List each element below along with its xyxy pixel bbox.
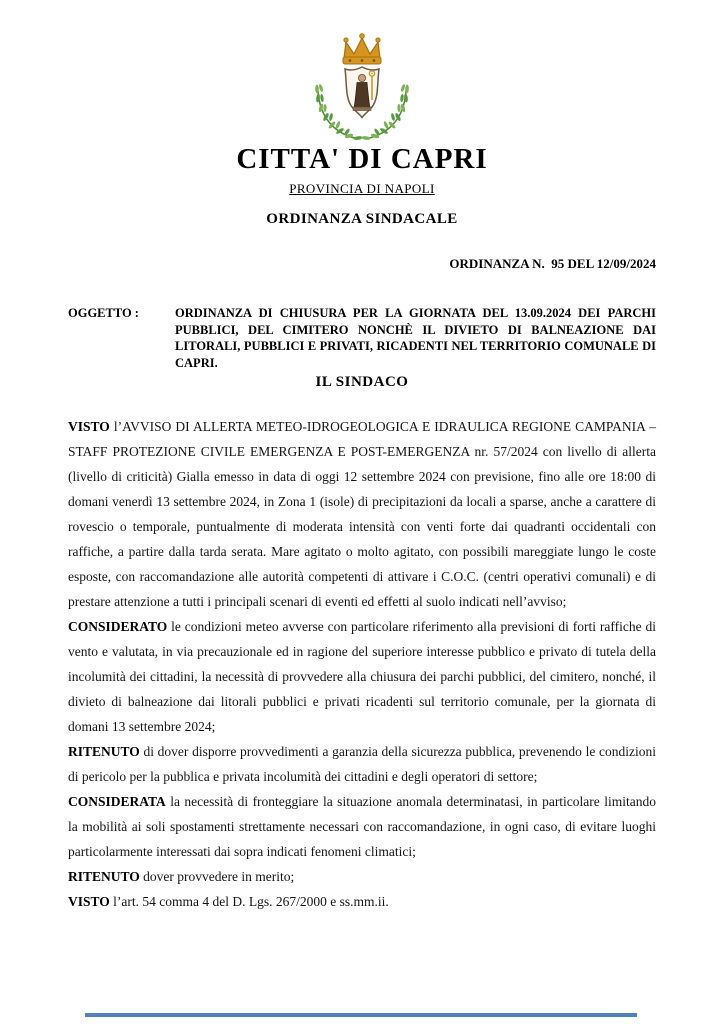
footer-rule xyxy=(85,1013,637,1017)
capri-coat-of-arms-icon xyxy=(302,30,422,146)
subject-block xyxy=(68,305,656,371)
paragraph-text: la necessità di fronteggiare la situazione anomala determinatasi, in particolare limitando la mobilità ai soli spostamenti strettamente necessari con raccomandazione, in ogni caso, di evitare luoghi particolarmente interessati dai sopra indicati fenomeni climatici; xyxy=(68,794,656,859)
paragraph-lead: CONSIDERATA xyxy=(68,794,166,809)
paragraph-lead: VISTO xyxy=(68,894,110,909)
paragraph-text: le condizioni meteo avverse con particolare riferimento alla previsioni di forti raffiche di vento e valutata, in via precauzionale ed in ragione del superiore interesse pubblico e privato di tutela della incolumità dei cittadini, la necessità di provvedere alla chiusura dei parchi pubblici, del cimitero, nonché, il divieto di balneazione dai litorali pubblici e privati ricadenti sul territorio comunale, per la giornata di domani 13 settembre 2024; xyxy=(68,619,656,734)
body-paragraph xyxy=(68,739,656,789)
municipality-title: CITTA' DI CAPRI xyxy=(236,143,488,175)
province-subtitle: PROVINCIA DI NAPOLI xyxy=(289,181,435,196)
body-paragraph xyxy=(68,789,656,864)
paragraph-lead: RITENUTO xyxy=(68,744,140,759)
paragraph-lead: VISTO xyxy=(68,419,110,434)
subject-label: OGGETTO : xyxy=(68,306,139,320)
ordinance-number-line: ORDINANZA N. 95 DEL 12/09/2024 xyxy=(449,256,656,271)
paragraph-lead: CONSIDERATO xyxy=(68,619,168,634)
issuer-heading: IL SINDACO xyxy=(315,374,409,390)
subject-text: ORDINANZA DI CHIUSURA PER LA GIORNATA DEL 13.09.2024 DEI PARCHI PUBBLICI, DEL CIMITERO NONCHÈ IL DIVIETO DI BALNEAZIONE DAI LITORALI, PUBBLICI E PRIVATI, RICADENTI NEL TERRITORIO COMUNALE DI CAPRI. xyxy=(175,306,656,370)
body-paragraph xyxy=(68,889,656,914)
paragraph-text: di dover disporre provvedimenti a garanzia della sicurezza pubblica, prevenendo le condizioni di pericolo per la pubblica e privata incolumità dei cittadini e degli operatori di settore; xyxy=(68,744,656,784)
ordinance-body xyxy=(68,414,656,914)
document-type-title: ORDINANZA SINDACALE xyxy=(266,211,458,227)
body-paragraph xyxy=(68,414,656,614)
body-paragraph xyxy=(68,614,656,739)
body-paragraph xyxy=(68,864,656,889)
crown xyxy=(343,34,381,64)
paragraph-text: l’art. 54 comma 4 del D. Lgs. 267/2000 e ss.mm.ii. xyxy=(109,894,389,909)
paragraph-text: dover provvedere in merito; xyxy=(139,869,295,884)
paragraph-text: l’AVVISO DI ALLERTA METEO-IDROGEOLOGICA E IDRAULICA REGIONE CAMPANIA – STAFF PROTEZIONE CIVILE EMERGENZA E POST-EMERGENZA nr. 57/2024 con livello di allerta (livello di criticità) Gialla emesso in data di oggi 12 settembre 2024 con previsione, fino alle ore 18:00 di domani venerdì 13 settembre 2024, in Zona 1 (isole) di precipitazioni da locali a sparse, anche a carattere di rovescio o temporale, puntualmente di moderata intensità con venti forte dai quadranti occidentali con raffiche, a partire dalla tarda serata. Mare agitato o molto agitato, con possibili mareggiate lungo le coste esposte, con raccomandazione alle autorità competenti di attivare i C.O.C. (centri operativi comunali) e di prestare attenzione a tutti i principali scenari di eventi ed effetti al suolo indicati nell’avviso; xyxy=(68,419,656,609)
paragraph-lead: RITENUTO xyxy=(68,869,140,884)
